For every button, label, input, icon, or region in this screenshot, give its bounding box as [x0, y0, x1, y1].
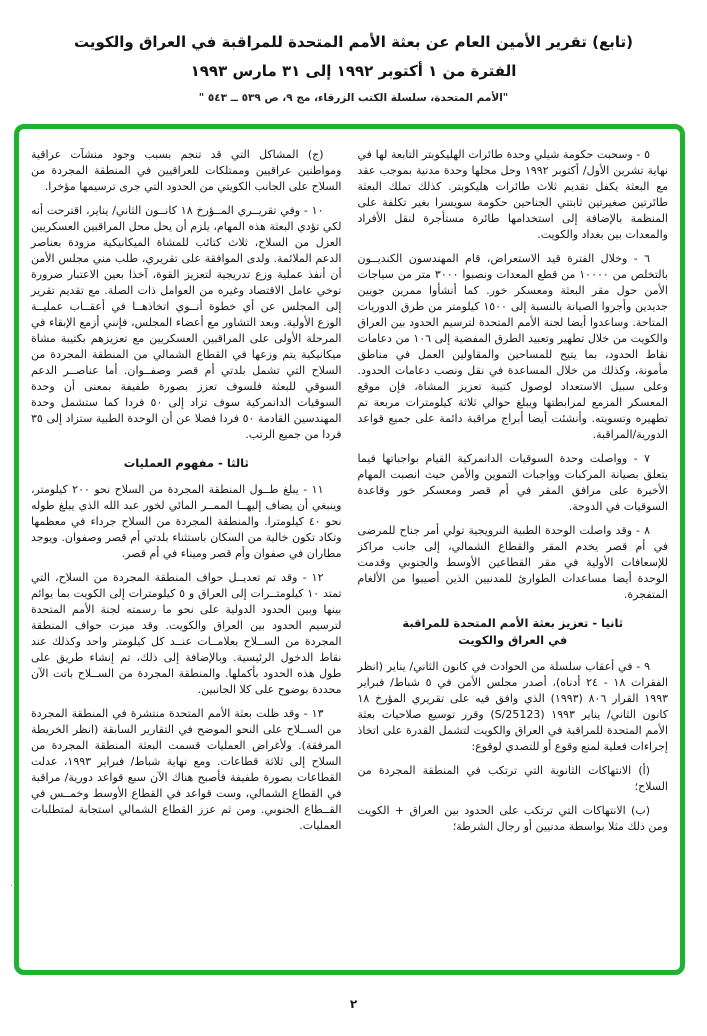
- section-ii-heading-line1: ثانيا - تعزيز بعثة الأمم المتحدة للمراقبة: [402, 616, 624, 630]
- paragraph-7: ٧ - وواصلت وحدة السوقيات الدانمركية القيام بواجباتها فيما يتعلق بصيانة المركبات وواجبات التموين والأمن حيث انصبت المهام الأخيرة على مرافق المقر في أم قصر ومعسكر خور وقاعدة السوقيات في الدوحة.: [357, 452, 668, 513]
- document-title: (تابع) تقرير الأمين العام عن بعثة الأمم المتحدة للمراقبة في العراق والكويت: [74, 33, 633, 51]
- section-iii-heading: [31, 455, 342, 472]
- column-right: [358, 147, 669, 960]
- paragraph-11: ١١ - يبلغ طــول المنطقة المجردة من السلاح نحو ٢٠٠ كيلومتر، وينبغي أن يضاف إليهــا الممــر المائي لخور عبد الله الذي يبلغ طوله نحو ٤٠ كيلومترا. والمنطقة المجردة من السلاح جرداء في معظمها وتكاد تكون خالية من السكان باستثناء بلدتي أم قصر وصفوان. ويوجد مطاران في صفوان وأم قصر وميناء في أم قصر.: [31, 483, 342, 560]
- two-column-layout: [31, 147, 668, 960]
- paragraph-9: ٩ - في أعقاب سلسلة من الحوادث في كانون الثاني/ يناير (انظر الفقرات ١٨ - ٢٤ أدناه)، أصدر مجلس الأمن في ٥ شباط/ فبراير ١٩٩٣ القرار ٨٠٦ (١٩٩٣) الذي وافق فيه على تقريري المؤرخ ١٨ كانون الثاني/ يناير ١٩٩٣ (S/25123) وقرر توسيع صلاحيات بعثة الأمم المتحدة للمراقبة في العراق والكويت لتشمل القدرة على اتخاذ إجراءات فعلية لمنع وقوع أو للتصدي لوقوع:: [357, 660, 669, 753]
- paragraph-6: ٦ - وخلال الفترة قيد الاستعراض، قام المهندسون الكنديــون بالتخلص من ١٠٠٠٠ من قطع المعدات ونصبوا ٣٠٠٠ متر من سياجات الأمن حول مقر البعثة ومعسكر خور. كما أنشأوا ممرين جويين جديدين وأجروا الصيانة بالنسبة إلى ١٥٠٠ كيلومتر من طرق الدوريات المتاحة. وساعدوا أيضا لجنة الأمم المتحدة لترسيم الحدود بين العراق والكويت من خلال تطهير وتعبيد الطرق المفضية إلى ١٠٦ من دعامات نقاط الحدود، بما يتيح للمساحين والمقاولين العمل في مناطق مأمونة، وكذلك من خلال المساعدة في نقل ونصب دعامات الحدود. وعلى سبيل الاستعداد لوصول كتيبة تعزيز المشاة، فإن موقع المعسكر المزمع لمرابطتها ويبلغ حوالي ثلاثة كيلومترات مربعة تم تطهيره وتسويته. وأنشئت أيضا أبراج مراقبة دائمة على جميع قواعد الدورية/المراقبة.: [357, 252, 668, 441]
- list-item-b: (ب) الانتهاكات التي ترتكب على الحدود بين العراق + الكويت ومن ذلك مثلا بواسطة مدنيين أو رجال الشرطة؛: [357, 804, 668, 833]
- section-ii-heading-line2: في العراق والكويت: [458, 633, 568, 647]
- paragraph-5: ٥ - وسحبت حكومة شيلي وحدة طائرات الهليكوبتر التابعة لها في نهاية تشرين الأول/ أكتوبر ١٩٩٢ وحل محلها وحدة مدنية بموجب عقد مع البعثة يكفل تقديم ثلاث طائرات هليكوبتر. كذلك تملك البعثة طائرتين صغيرتين ثابتتي الجناحين حكومة سويسرا بغير تكلفة على المنظمة بالإضافة إلى استخدامها طائرة مستأجرة لنقل الأفراد والمعدات بين بغداد والكويت.: [357, 148, 668, 241]
- document-source-citation: "الأمم المتحدة، سلسلة الكتب الزرقاء، مج ٩، ص ٥٣٩ ــ ٥٤٣ ": [198, 92, 509, 104]
- list-item-a: (أ) الانتهاكات الثانوية التي ترتكب في المنطقة المجردة من السلاح؛: [357, 764, 668, 793]
- page-number: ٢: [349, 997, 358, 1011]
- green-border-content-box: [14, 124, 685, 975]
- paragraph-10: ١٠ - وفي تقريــري المــؤرخ ١٨ كانــون الثاني/ يناير، اقترحت أنه لكي تؤدي البعثة هذه المهام، يلزم أن يحل محل المراقبين العسكريين العزل من السلاح، ثلاث كتائب للمشاة الميكانيكية مزودة بعناصر الدعم الملائمة. ولدى الموافقة على تقريري، طلب مني مجلس الأمن أن أنفذ عملية وزع تدريجية لتعزيز القوة، آخذا بعين الاعتبار ضرورة توخي عامل الاقتصاد وغيره من العوامل ذات الصلة. مع تقديم تقرير إلى المجلس عن أي خطوة أنــوي اتخاذهــا في أعقــاب عمليــة الوزع الأولية. وبعد التشاور مع أعضاء المجلس، فإنني أزمع الإبقاء في المرحلة الأولى على المراقبين العسكريين مع تعزيزهم بكتيبة مشاة ميكانيكية يتم وزعها في القطاع الشمالي من المنطقة المجردة من السلاح التي تشمل بلدتي أم قصر وصفــوان. أما عناصــر الدعم السوقي للبعثة فلسوف تعزز بصورة طفيفة بمعنى أن وحدة السوقيات الدانمركية سوف تزاد إلى ٥٠ فردا كما ستشمل وحدة المهندسين القادمة ٥٠ فردا فضلا عن أن الوحدة الطبية ستزاد إلى ٣٥ فردا من جميع الرتب.: [31, 204, 342, 441]
- document-header: [0, 0, 707, 105]
- list-item-c: (ج) المشاكل التي قد تنجم بسبب وجود منشآت عراقية ومواطنين عراقيين وممتلكات للعراقيين في المنطقة المجردة من السلاح على الجانب الكويتي من الحدود التي جرى ترسيمها مؤخرا.: [31, 148, 342, 193]
- column-left: [31, 147, 342, 960]
- paragraph-12: ١٢ - وقد تم تعديــل حواف المنطقة المجردة من السلاح، التي تمتد ١٠ كيلومتــرات إلى العراق و ٥ كيلومترات إلى الكويت بما يوائم بينها وبين الحدود الدولية على نحو ما رسمته لجنة الأمم المتحدة لترسيم الحدود بين العراق والكويت. وقد ميزت حواف المنطقة المجردة من الســلاح بعلامــات عنــد كل كيلومتر واحد وكذلك عند نقاط الدخول الرئيسية. وبالإضافة إلى ذلك، تم إنشاء طريق على طول هذه الحدود بأكملها. والمنطقة المجردة من الســلاح باتت الآن محددة بوضوح على كلا الجانبين.: [31, 571, 342, 696]
- section-ii-heading: [358, 615, 669, 649]
- section-iii-heading-line: ثالثا - مفهوم العمليات: [123, 456, 249, 470]
- document-period: الفترة من ١ أكتوبر ١٩٩٢ إلى ٣١ مارس ١٩٩٣: [190, 62, 517, 80]
- scan-margin-artifact: ..: [10, 878, 17, 889]
- paragraph-13: ١٣ - وقد ظلت بعثة الأمم المتحدة منتشرة في المنطقة المجردة من الســلاح على النحو الموضح في التقارير السابقة (انظر الخريطة المرفقة). ولأغراض العمليات قسمت البعثة المنطقة المجردة من السلاح إلى ثلاثة قطاعات. ومع نهاية شباط/ فبراير ١٩٩٣، عدلت القطاعات بصورة طفيفة فأصبح هناك الآن سبع قواعد دورية/ مراقبة في القطاع الشمالي، وست قواعد في القطاع الأوسط وخمــس في القــطاع الجنوبي. ومن ثم عزز القطاع الشمالي استجابة لمتطلبات العمليات.: [31, 707, 342, 832]
- paragraph-8: ٨ - وقد واصلت الوحدة الطبية النرويجية تولي أمر جناح للمرضى في أم قصر يخدم المقر والقطاع الشمالي، إلى جانب مراكز للإسعافات الأولية في مقر القطاعين الأوسط والجنوبي وقدمت الوحدة أيضا مساعدات الطوارئ للمدنيين الذين أصيبوا من الألغام المتفجرة.: [357, 524, 668, 601]
